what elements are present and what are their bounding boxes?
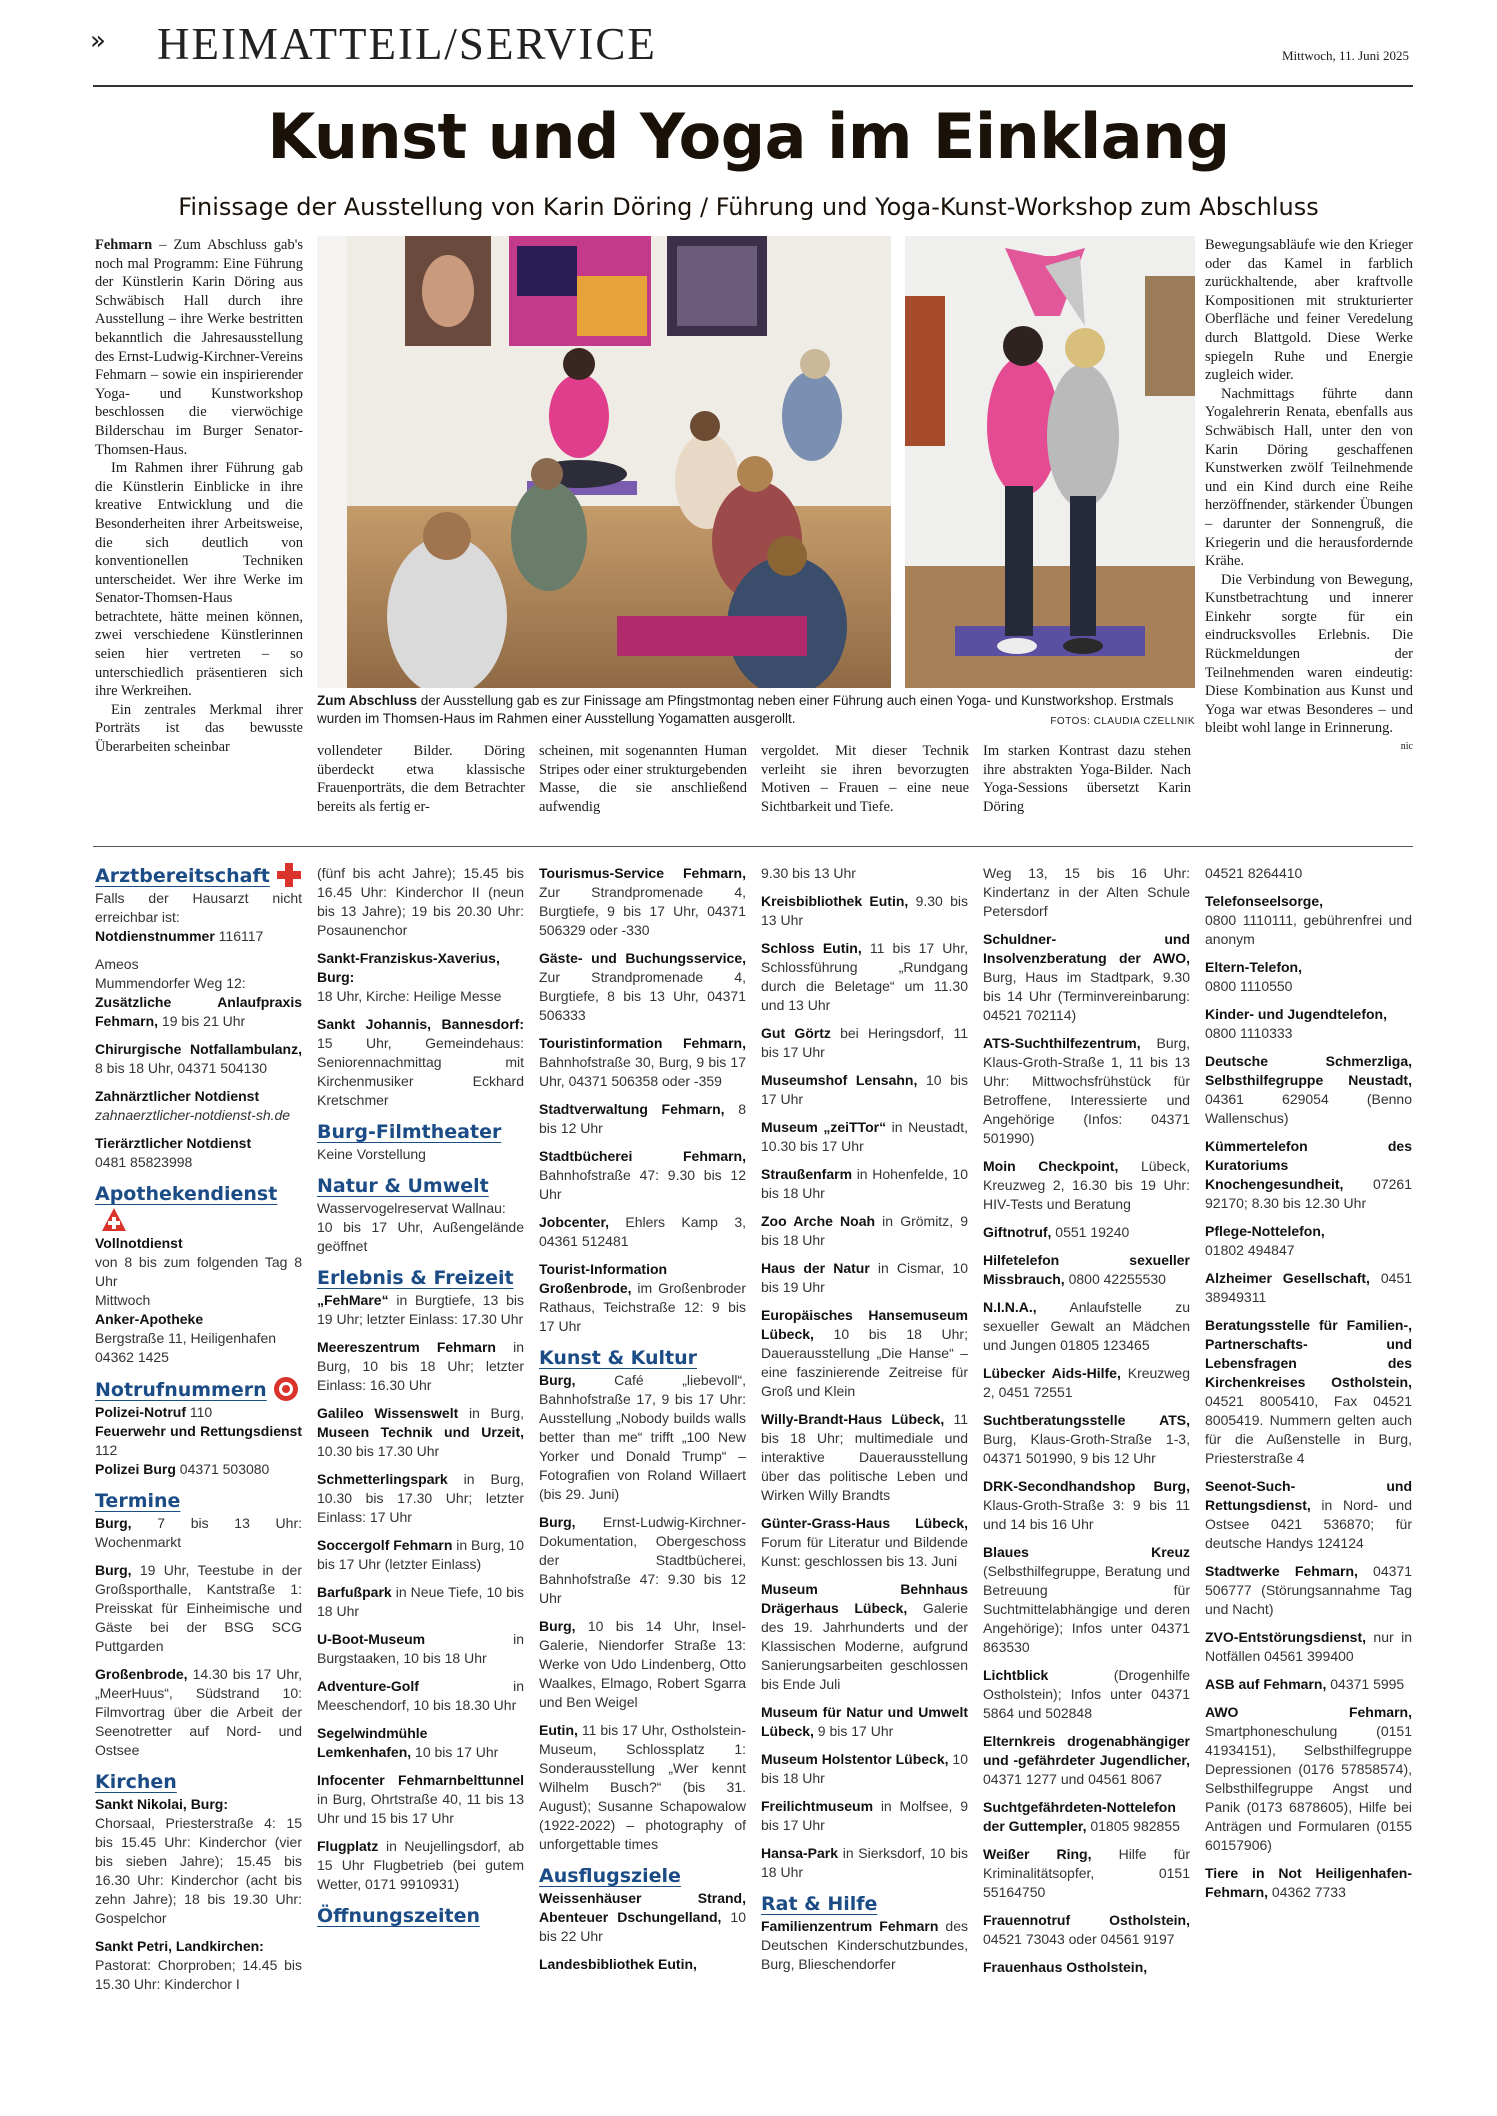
service-column-2 bbox=[317, 864, 524, 1929]
paragraph: Nachmittags führte dann Yogalehrerin Renata, ebenfalls aus Schwäbisch Hall, unter den von Karin Döring geschaffenen Kunstwerken zwölf Teilnehmende und ein Kind durch eine Reihe herzöffnender, stärkender Übungen – darunter der Sonnengruß, die Kriegerin und die herausfordernde Krähe. bbox=[1205, 385, 1413, 570]
label: U-Boot-Museum bbox=[317, 1631, 426, 1647]
article-subline: Finissage der Ausstellung von Karin Döring / Führung und Yoga-Kunst-Workshop zum Abschluss bbox=[178, 193, 1319, 221]
label: Frauennotruf Ostholstein, bbox=[983, 1912, 1190, 1928]
heading-kunst-kultur: Kunst & Kultur bbox=[539, 1347, 698, 1369]
label: Touristinformation Fehmarn, bbox=[539, 1035, 746, 1051]
info-text: in Burg, 10.30 bis 17.30 Uhr; letzter Einlass: 17 Uhr bbox=[317, 1471, 524, 1525]
label: Lübecker Aids-Hilfe, bbox=[983, 1365, 1121, 1381]
heading-erlebnis-freizeit: Erlebnis & Freizeit bbox=[317, 1267, 514, 1289]
caption-lead: Zum Abschluss bbox=[317, 693, 418, 708]
info-text: Kreuzweg 2, 0451 72551 bbox=[983, 1365, 1190, 1400]
label: Vollnotdienst bbox=[95, 1235, 183, 1251]
label: Zusätzliche Anlaufpraxis Fehmarn, bbox=[95, 994, 302, 1029]
info-text: in Grömitz, 9 bis 18 Uhr bbox=[761, 1213, 968, 1248]
label: Burg, bbox=[95, 1562, 132, 1578]
info-text: 18 Uhr, Kirche: Heilige Messe bbox=[317, 988, 502, 1004]
label: Tourist-Information Großenbrode, bbox=[539, 1261, 668, 1296]
label: Polizei-Notruf bbox=[95, 1404, 186, 1420]
info-text: 11 bis 18 Uhr; multimediale und interaktive Dauerausstellung über das politische Leben und Wirken Willy Brandts bbox=[761, 1411, 968, 1503]
label: Tierärztlicher Notdienst bbox=[95, 1135, 252, 1151]
label: Flugplatz bbox=[317, 1838, 379, 1854]
label: Haus der Natur bbox=[761, 1260, 870, 1276]
label: ASB auf Fehmarn, bbox=[1205, 1676, 1327, 1692]
pharmacy-icon bbox=[101, 1207, 127, 1233]
issue-date: Mittwoch, 11. Juni 2025 bbox=[1282, 48, 1409, 63]
info-text: 10 bis 17 Uhr, Außengelände geöffnet bbox=[317, 1219, 524, 1254]
info-text: 01802 494847 bbox=[1205, 1242, 1295, 1258]
label: Museum Holstentor Lübeck, bbox=[761, 1751, 949, 1767]
paragraph: Bewegungsabläufe wie den Krieger oder das Kamel in farblich zurückhaltende, aber kraftvolle Kompositionen mit strukturierter Oberfläche und feiner Veredelung durch Blattgold. Diese Werke spiegeln Ruhe und Energie zugleich wider. bbox=[1205, 237, 1413, 384]
info-text: 10 bis 14 Uhr, Insel-Galerie, Niendorfer Straße 13: Werke von Udo Lindenberg, Otto Waalkes, Elmago, Robert Sgarra und Ben Weigel bbox=[539, 1618, 746, 1710]
info-text: in Cismar, 10 bis 19 Uhr bbox=[761, 1260, 968, 1295]
info-text: (Selbsthilfegruppe, Beratung und Betreuung für Suchtmittelabhängige und deren Angehörige); Infos unter 04371 863530 bbox=[983, 1563, 1190, 1655]
label: Stadtwerke Fehmarn, bbox=[1205, 1563, 1358, 1579]
heading-oeffnungszeiten: Öffnungszeiten bbox=[317, 1905, 480, 1927]
heading-arztbereitschaft: Arztbereitschaft bbox=[95, 862, 302, 889]
label: Museum für Natur und Umwelt Lübeck, bbox=[761, 1704, 968, 1739]
info-text: 04361 629054 (Benno Wallenschus) bbox=[1205, 1091, 1412, 1126]
info-text: in Hohenfelde, 10 bis 18 Uhr bbox=[761, 1166, 968, 1201]
label: Anker-Apotheke bbox=[95, 1311, 204, 1327]
label: Sankt Nikolai, Burg: bbox=[95, 1796, 229, 1812]
info-text: 04521 8005410, Fax 04521 8005419. Nummern gelten auch für die Außenstelle in Burg, Priesterstraße 4 bbox=[1205, 1393, 1412, 1466]
paragraph: Im Rahmen ihrer Führung gab die Künstlerin Einblicke in ihre kreative Entwicklung und die Besonderheiten ihrer Arbeitsweise, die sich deutlich von konventionellen Techniken unterscheidet. Wer ihre Werke im Senator-Thomsen-Haus betrachtete, hätte meinen können, zwei verschiedene Künstlerinnen seien hier vertreten – so unterschiedlich präsentieren sich ihre Werkreihen. bbox=[95, 460, 303, 700]
article-column-4: vergoldet. Mit dieser Technik verleiht sie ihren bevorzugten Motiven – Frauen – eine neue Sichtbarkeit und Tiefe. bbox=[761, 743, 969, 815]
heading-natur-umwelt: Natur & Umwelt bbox=[317, 1175, 489, 1197]
info-text: Zur Strandpromenade 4, Burgtiefe, 9 bis 17 Uhr, 04371 506329 oder -330 bbox=[539, 884, 746, 938]
info-text: 10 bis 18 Uhr bbox=[761, 1751, 968, 1786]
label: Weissenhäuser Strand, Abenteuer Dschungelland, bbox=[539, 1890, 746, 1925]
info-text: 11 bis 17 Uhr, Schlossführung „Rundgang durch die Beletage“ um 11.30 und 13 Uhr bbox=[761, 940, 968, 1013]
heading-notrufnummern: Notrufnummern bbox=[95, 1376, 302, 1403]
header-rule bbox=[93, 85, 1413, 87]
article-column-2: vollendeter Bilder. Döring überdeckt etwa klassische Frauenporträts, die dem Betrachter bereits als fertig er- bbox=[317, 743, 525, 815]
info-text: bei Heringsdorf, 11 bis 17 Uhr bbox=[761, 1025, 968, 1060]
label: Adventure-Golf bbox=[317, 1678, 419, 1694]
info-text: 9.30 bis 13 Uhr bbox=[761, 865, 856, 881]
label: Hilfetelefon sexueller Missbrauch, bbox=[983, 1252, 1190, 1287]
label: Pflege-Nottelefon, bbox=[1205, 1223, 1325, 1239]
info-text: 04362 7733 bbox=[1268, 1884, 1346, 1900]
label: Burg, bbox=[539, 1514, 576, 1530]
info-text: 0800 42255530 bbox=[1064, 1271, 1166, 1287]
paragraph: Ein zentrales Merkmal ihrer Porträts ist das bewusste Überarbeiten scheinbar bbox=[95, 701, 303, 756]
label: Burg, bbox=[95, 1515, 132, 1531]
label: Kinder- und Jugendtelefon, bbox=[1205, 1006, 1387, 1022]
info-text: 7 bis 13 Uhr: Wochenmarkt bbox=[95, 1515, 302, 1550]
label: Seenot-Such- und Rettungsdienst, bbox=[1205, 1478, 1412, 1513]
info-text: 04362 1425 bbox=[95, 1349, 169, 1365]
paragraph: Die Verbindung von Bewegung, Kunstbetrachtung und innerer Einkehr sorgte für ein eindrucksvolles Erlebnis. Die Rückmeldungen der Teilnehmenden waren eindeutig: Diese Kombination aus Kunst und Yoga war etwas Besonderes – und bleibt wohl lange in Erinnerung. bbox=[1205, 571, 1413, 737]
info-text: in Burg, 10 bis 18 Uhr; letzter Einlass: 16.30 Uhr bbox=[317, 1339, 524, 1393]
info-text: Ehlers Kamp 3, 04361 512481 bbox=[539, 1214, 746, 1249]
label: Segelwindmühle Lemkenhafen, bbox=[317, 1725, 428, 1760]
info-text: 04521 8264410 bbox=[1205, 865, 1303, 881]
info-text: 04371 5995 bbox=[1326, 1676, 1405, 1692]
label: Suchtgefährdeten-Nottelefon der Guttempler, bbox=[983, 1799, 1176, 1834]
label: Suchtberatungsstelle ATS, bbox=[983, 1412, 1190, 1428]
info-text: Weg 13, 15 bis 16 Uhr: Kindertanz in der Alten Schule Petersdorf bbox=[983, 865, 1190, 919]
info-text: Galerie des 19. Jahrhunderts und der Klassischen Moderne, aufgrund Sanierungsarbeiten geschlossen bis Ende Juli bbox=[761, 1600, 968, 1692]
info-text: in Nord- und Ostsee 0421 536870; für deutsche Handys 124124 bbox=[1205, 1497, 1412, 1551]
label: Günter-Grass-Haus Lübeck, bbox=[761, 1515, 968, 1531]
heading-apothekendienst: Apothekendienst bbox=[95, 1181, 302, 1234]
label: Gut Görtz bbox=[761, 1025, 831, 1041]
info-text: Café „liebevoll“, Bahnhofstraße 17, 9 bis 17 Uhr: Ausstellung „Nobody builds walls better than me“ trifft „100 New Yorker und Donald Trump“ – Fotografien von Roland Willaert (bis 29. Juni) bbox=[539, 1372, 746, 1502]
service-column-3 bbox=[539, 864, 746, 1974]
label: ATS-Suchthilfezentrum, bbox=[983, 1035, 1141, 1051]
label: Tourismus-Service Fehmarn, bbox=[539, 865, 746, 881]
info-text: 04371 1277 und 04561 8067 bbox=[983, 1771, 1163, 1787]
info-text: im Großenbroder Rathaus, Teichstraße 12: 9 bis 17 Uhr bbox=[539, 1280, 746, 1334]
info-text: Burg, Haus im Stadtpark, 9.30 bis 14 Uhr (Terminvereinbarung: 04521 702114) bbox=[983, 969, 1190, 1023]
info-text: 10 bis 17 Uhr bbox=[761, 1072, 968, 1107]
info-text: Lübeck, Kreuzweg 2, 16.30 bis 19 Uhr: HIV-Tests und Beratung bbox=[983, 1158, 1190, 1212]
info-text: Anlaufstelle zu sexueller Gewalt an Mädchen und Jungen 01805 123465 bbox=[983, 1299, 1190, 1353]
info-text: Klaus-Groth-Straße 3: 9 bis 11 und 14 bis 16 Uhr bbox=[983, 1497, 1190, 1532]
label: Lichtblick bbox=[983, 1667, 1049, 1683]
info-text: 110 bbox=[186, 1404, 213, 1420]
heading-kirchen: Kirchen bbox=[95, 1771, 177, 1793]
info-text: in Neujellingsdorf, ab 15 Uhr Flugbetrieb (bei gutem Wetter, 0171 9910931) bbox=[317, 1838, 524, 1892]
red-cross-icon bbox=[276, 862, 302, 888]
info-text: 04521 73043 oder 04561 9197 bbox=[983, 1931, 1175, 1947]
article-headline: Kunst und Yoga im Einklang bbox=[267, 100, 1230, 173]
label: Alzheimer Gesellschaft, bbox=[1205, 1270, 1370, 1286]
info-text: in Sierksdorf, 10 bis 18 Uhr bbox=[761, 1845, 968, 1880]
info-text: (fünf bis acht Jahre); 15.45 bis 16.45 Uhr: Kinderchor II (neun bis 13 Jahre); 19 bis 20.30 Uhr: Posaunenchor bbox=[317, 865, 524, 938]
label: Gäste- und Buchungsservice, bbox=[539, 950, 746, 966]
label: Infocenter Fehmarnbelttunnel bbox=[317, 1772, 524, 1788]
label: Polizei Burg bbox=[95, 1461, 176, 1477]
label: N.I.N.A., bbox=[983, 1299, 1037, 1315]
heading-rat-hilfe: Rat & Hilfe bbox=[761, 1893, 878, 1915]
info-text: 07261 92170; 8.30 bis 12.30 Uhr bbox=[1205, 1176, 1412, 1211]
info-text: 8 bis 18 Uhr, 04371 504130 bbox=[95, 1060, 268, 1076]
label: Weißer Ring, bbox=[983, 1846, 1092, 1862]
label: Feuerwehr und Rettungsdienst bbox=[95, 1423, 302, 1439]
label: Stadtverwaltung Fehmarn, bbox=[539, 1101, 725, 1117]
info-text: Smartphoneschulung (0151 41934151), Selbsthilfegruppe Depressionen (0176 57858574), Selbsthilfegruppe Angst und Panik (0173 6878605), Hilfe bei Anträgen und Formularen (0155 60157906) bbox=[1205, 1723, 1412, 1853]
label: Straußenfarm bbox=[761, 1166, 853, 1182]
label: Tiere in Not Heiligenhafen-Fehmarn, bbox=[1205, 1865, 1412, 1900]
info-text: 112 bbox=[95, 1442, 118, 1458]
info-text: 10.30 bis 17.30 Uhr bbox=[317, 1443, 440, 1459]
info-text: 01805 982855 bbox=[1086, 1818, 1180, 1834]
service-column-6 bbox=[1205, 864, 1412, 1911]
info-text: Burg, Klaus-Groth-Straße 1-3, 04371 501990, 9 bis 12 Uhr bbox=[983, 1431, 1190, 1466]
label: Notdienstnummer bbox=[95, 928, 215, 944]
info-text: Mittwoch bbox=[95, 1292, 151, 1308]
label: Schmetterlingspark bbox=[317, 1471, 448, 1487]
paragraph: – Zum Abschluss gab's noch mal Programm: Eine Führung der Künstlerin Karin Döring aus Schwäbisch Hall durch ihre Ausstellung – ihre Werke bestritten bekanntlich die Jahresausstellung des Ernst-Ludwig-Kirchner-Vereins Fehmarn – sowie ein inspirierender Yoga- und Kunstworkshop beschlossen die vierwöchige Bilderschau im Burger Senator-Thomsen-Haus. bbox=[95, 237, 303, 458]
heading-termine: Termine bbox=[95, 1490, 181, 1512]
info-text: 11 bis 17 Uhr, Ostholstein-Museum, Schlossplatz 1: Sonderausstellung „Wer kennt Wilhelm Busch?“ (bis 31. August); Susanne Schapowalow (1922-2022) – photography of unforgettable times bbox=[539, 1722, 746, 1852]
label: Familienzentrum Fehmarn bbox=[761, 1918, 939, 1934]
dateline: Fehmarn bbox=[95, 237, 153, 253]
label: Telefonseelsorge, bbox=[1205, 893, 1324, 909]
label: Sankt Petri, Landkirchen: bbox=[95, 1938, 264, 1954]
article-column-5: Im starken Kontrast dazu stehen ihre abstrakten Yoga-Bilder. Nach Yoga-Sessions übersetzt Karin Döring bbox=[983, 743, 1191, 815]
info-text: Keine Vorstellung bbox=[317, 1146, 426, 1162]
info-text: in Neue Tiefe, 10 bis 18 Uhr bbox=[317, 1584, 524, 1619]
info-text: 9.30 bis 13 Uhr bbox=[761, 893, 968, 928]
photo-yoga-workshop bbox=[317, 236, 891, 688]
article-column-3: scheinen, mit sogenannten Human Stripes oder einer strukturgebenden Masse, die sie anschließend aufwendig bbox=[539, 743, 747, 815]
info-text: 0451 38949311 bbox=[1205, 1270, 1412, 1305]
info-text: in Burg, Ohrtstraße 40, 11 bis 13 Uhr und 15 bis 17 Uhr bbox=[317, 1791, 524, 1826]
label: Jobcenter, bbox=[539, 1214, 610, 1230]
label: Beratungsstelle für Familien-, Partnerschafts- und Lebensfragen des Kirchenkreises Ostholstein, bbox=[1205, 1317, 1412, 1390]
info-text: 0481 85823998 bbox=[95, 1154, 193, 1170]
service-column-1 bbox=[95, 858, 302, 1994]
label: Zoo Arche Noah bbox=[761, 1213, 876, 1229]
label: Großenbrode, bbox=[95, 1666, 188, 1682]
label: Sankt-Franziskus-Xaverius, Burg: bbox=[317, 950, 500, 985]
info-text: Chorsaal, Priesterstraße 4: 15 bis 15.45 Uhr: Kinderchor (vier bis sieben Jahre); 15.45 bis 16.30 Uhr: Kinderchor (acht bis zehn Jahre); 18 bis 19.30 Uhr: Gospelchor bbox=[95, 1815, 302, 1926]
label: Kreisbibliothek Eutin, bbox=[761, 893, 909, 909]
label: Blaues Kreuz bbox=[983, 1544, 1190, 1560]
label: Museum „zeiTTor“ bbox=[761, 1119, 887, 1135]
info-text: 04371 506777 (Störungsannahme Tag und Nacht) bbox=[1205, 1563, 1412, 1617]
label: Eltern-Telefon, bbox=[1205, 959, 1302, 975]
info-text: 9 bis 17 Uhr bbox=[813, 1723, 894, 1739]
label: Moin Checkpoint, bbox=[983, 1158, 1119, 1174]
info-text: zahnaerztlicher-notdienst-sh.de bbox=[95, 1107, 291, 1123]
label: Schloss Eutin, bbox=[761, 940, 862, 956]
article-column-1 bbox=[95, 236, 303, 757]
info-text: 10 bis 17 Uhr bbox=[411, 1744, 499, 1760]
info-text: nur in Notfällen 04561 399400 bbox=[1205, 1629, 1412, 1664]
info-text: Hilfe für Kriminalitätsopfer, 0151 55164750 bbox=[983, 1846, 1190, 1900]
label: Stadtbücherei Fehmarn, bbox=[539, 1148, 746, 1164]
info-text: Bahnhofstraße 30, Burg, 9 bis 17 Uhr, 04371 506358 oder -359 bbox=[539, 1054, 746, 1089]
section-title: HEIMATTEIL/SERVICE bbox=[157, 19, 657, 69]
heading-ausflugsziele: Ausflugsziele bbox=[539, 1865, 681, 1887]
info-text: 116117 bbox=[214, 928, 264, 944]
info-text: 14.30 bis 17 Uhr, „MeerHuus“, Südstrand 10: Filmvortrag über die Arbeit der Seenotretter auf Nord- und Ostsee bbox=[95, 1666, 302, 1758]
info-text: Bergstraße 11, Heiligenhafen bbox=[95, 1330, 277, 1346]
label: Barfußpark bbox=[317, 1584, 392, 1600]
label: Zahnärztlicher Notdienst bbox=[95, 1088, 260, 1104]
photo-credit: FOTOS: CLAUDIA CZELLNIK bbox=[1050, 716, 1195, 727]
info-text: 0551 19240 bbox=[1051, 1224, 1130, 1240]
label: Museumshof Lensahn, bbox=[761, 1072, 918, 1088]
info-text: 0800 1110333 bbox=[1205, 1025, 1293, 1041]
info-text: 19 Uhr, Teestube in der Großsporthalle, Kantstraße 1: Preisskat für Einheimische und Gäste bei der BSG SCG Puttgarden bbox=[95, 1562, 302, 1654]
info-text: in Molfsee, 9 bis 17 Uhr bbox=[761, 1798, 968, 1833]
info-text: in Burgstaaken, 10 bis 18 Uhr bbox=[317, 1631, 524, 1666]
info-text: 19 bis 21 Uhr bbox=[158, 1013, 246, 1029]
section-divider bbox=[93, 846, 1413, 847]
article-column-6 bbox=[1205, 236, 1413, 757]
label: Burg, bbox=[539, 1372, 576, 1388]
info-text: 15 Uhr, Gemeindehaus: Seniorennachmittag mit Kirchenmusiker Eckhard Kretschmer bbox=[317, 1035, 524, 1108]
info-text: Zur Strandpromenade 4, Burgtiefe, 8 bis 13 Uhr, 04371 506333 bbox=[539, 969, 746, 1023]
author-signature: nic bbox=[1400, 741, 1413, 753]
label: Kümmertelefon des Kuratoriums Knochengesundheit, bbox=[1205, 1138, 1412, 1192]
info-text: Falls der Hausarzt nicht erreichbar ist: bbox=[95, 890, 302, 925]
label: Galileo Wissenswelt bbox=[317, 1405, 459, 1421]
label: DRK-Secondhandshop Burg, bbox=[983, 1478, 1190, 1494]
info-text: 8 bis 12 Uhr bbox=[539, 1101, 746, 1136]
info-text: in Burg, bbox=[458, 1405, 525, 1421]
label: Freilichtmuseum bbox=[761, 1798, 874, 1814]
label: „FehMare“ bbox=[317, 1292, 389, 1308]
info-text: 04371 503080 bbox=[175, 1461, 270, 1477]
label: Eutin, bbox=[539, 1722, 578, 1738]
photo-tree-pose bbox=[905, 236, 1195, 688]
info-text: des Deutschen Kinderschutzbundes, Burg, Blieschendorfer bbox=[761, 1918, 968, 1972]
label: Frauenhaus Ostholstein, bbox=[983, 1959, 1148, 1975]
caption-text: der Ausstellung gab es zur Finissage am Pfingstmontag neben einer Führung auch einen Yoga- und Kunstworkshop. Erstmals wurden im Thomsen-Haus im Rahmen einer Ausstellung Yogamatten ausgerollt. bbox=[317, 693, 1174, 726]
section-arrow: » bbox=[90, 26, 106, 56]
label: Landesbibliothek Eutin, bbox=[539, 1956, 697, 1972]
label: Europäisches Hansemuseum Lübeck, bbox=[761, 1307, 968, 1342]
info-text: in Burgtiefe, 13 bis 19 Uhr; letzter Einlass: 17.30 Uhr bbox=[317, 1292, 524, 1327]
service-column-5 bbox=[983, 864, 1190, 1977]
label: Soccergolf Fehmarn bbox=[317, 1537, 453, 1553]
info-text: Bahnhofstraße 47: 9.30 bis 12 Uhr bbox=[539, 1167, 746, 1202]
label: Museen Technik und Urzeit, bbox=[317, 1424, 524, 1440]
label: Deutsche Schmerzliga, Selbsthilfegruppe Neustadt, bbox=[1205, 1053, 1412, 1088]
info-text: von 8 bis zum folgenden Tag 8 Uhr bbox=[95, 1254, 302, 1289]
info-text: (Drogenhilfe Ostholstein); Infos unter 04371 5864 und 502848 bbox=[983, 1667, 1190, 1721]
info-text: Pastorat: Chorproben; 14.45 bis 15.30 Uhr: Kinderchor I bbox=[95, 1957, 302, 1992]
info-text: Mummendorfer Weg 12: bbox=[95, 975, 246, 991]
info-text: Wasservogelreservat Wallnau: bbox=[317, 1200, 506, 1216]
emergency-badge-icon bbox=[273, 1376, 299, 1402]
heading-burg-filmtheater: Burg-Filmtheater bbox=[317, 1121, 502, 1143]
info-text: Ernst-Ludwig-Kirchner-Dokumentation, Obergeschoss der Stadtbücherei, Bahnhofstraße 47: 9.30 bis 12 Uhr bbox=[539, 1514, 746, 1606]
info-text: in Neustadt, 10.30 bis 17 Uhr bbox=[761, 1119, 968, 1154]
info-text: Ameos bbox=[95, 956, 139, 972]
label: Museum Behnhaus Drägerhaus Lübeck, bbox=[761, 1581, 968, 1616]
info-text: 10 bis 18 Uhr; Dauerausstellung „Die Hanse“ – eine faszinierende Zeitreise für Groß und Klein bbox=[761, 1326, 968, 1399]
label: Chirurgische Notfallambulanz, bbox=[95, 1041, 302, 1057]
info-text: Forum für Literatur und Bildende Kunst: geschlossen bis 13. Juni bbox=[761, 1534, 968, 1569]
label: ZVO-Entstörungsdienst, bbox=[1205, 1629, 1366, 1645]
label: AWO Fehmarn, bbox=[1205, 1704, 1412, 1720]
info-text: Burg, Klaus-Groth-Straße 1, 11 bis 13 Uhr: Mittwochsfrühstück für Betroffene, Interessierte und Angehörige (Infos: 04371 501990) bbox=[983, 1035, 1190, 1146]
label: Giftnotruf, bbox=[983, 1224, 1052, 1240]
info-text: 0800 1110550 bbox=[1205, 978, 1293, 994]
label: Burg, bbox=[539, 1618, 576, 1634]
photo-caption bbox=[317, 692, 1195, 731]
label: Elternkreis drogenabhängiger und -gefährdeter Jugendlicher, bbox=[983, 1733, 1190, 1768]
label: Sankt Johannis, Bannesdorf: bbox=[317, 1016, 524, 1032]
label: Meereszentrum Fehmarn bbox=[317, 1339, 496, 1355]
label: Willy-Brandt-Haus Lübeck, bbox=[761, 1411, 945, 1427]
info-text: in Meeschendorf, 10 bis 18.30 Uhr bbox=[317, 1678, 524, 1713]
info-text: 0800 1110111, gebührenfrei und anonym bbox=[1205, 912, 1412, 947]
label: Hansa-Park bbox=[761, 1845, 839, 1861]
label: Schuldner- und Insolvenzberatung der AWO, bbox=[983, 931, 1190, 966]
service-column-4 bbox=[761, 864, 968, 1974]
info-text: in Burg, 10 bis 17 Uhr (letzter Einlass) bbox=[317, 1537, 524, 1572]
info-text: 10 bis 22 Uhr bbox=[539, 1909, 747, 1944]
